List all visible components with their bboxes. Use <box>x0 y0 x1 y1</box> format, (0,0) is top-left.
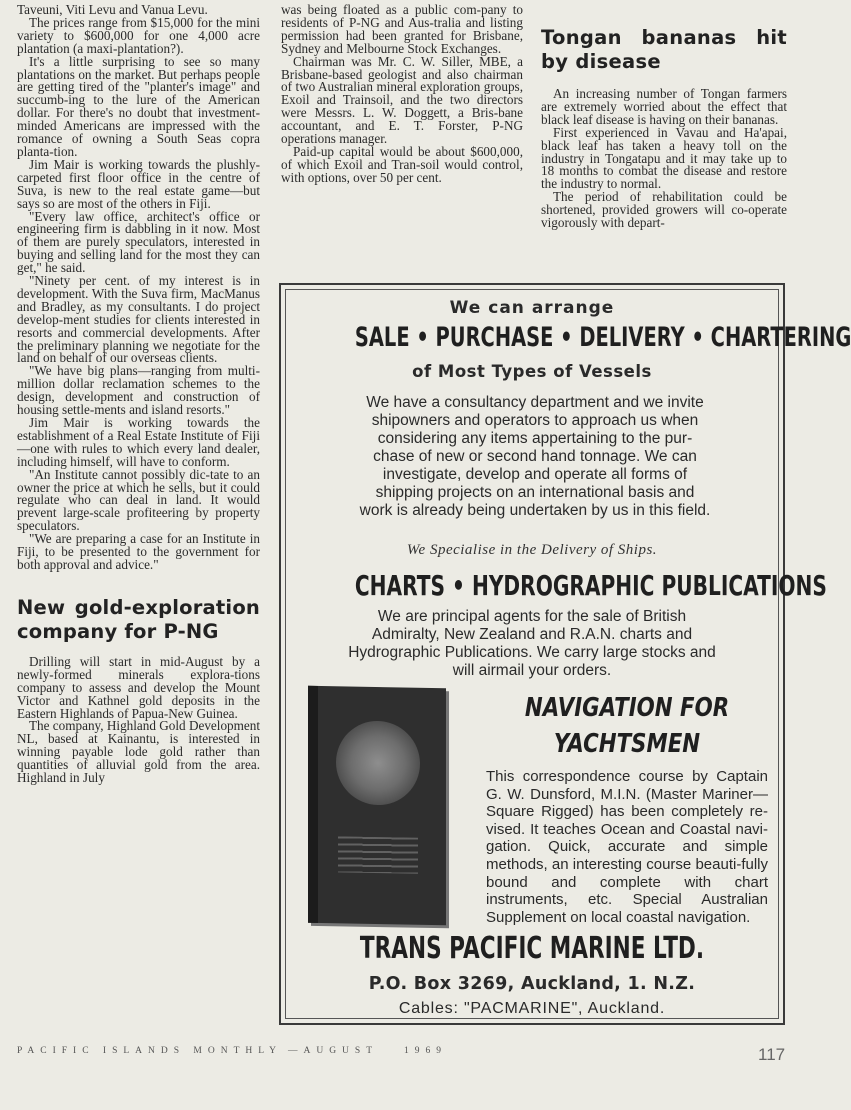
page-footer <box>17 1046 473 1056</box>
article-paragraph: The period of rehabilitation could be shortened, provided growers will co-operate vigorously with depart- <box>541 189 787 231</box>
tongan-bananas-heading: Tongan bananas hit by disease <box>541 26 787 73</box>
article-paragraph: "We are preparing a case for an Institute in Fiji, to be presented to the government for both approval and advice." <box>17 531 260 572</box>
article-paragraph: was being floated as a public com-pany to residents of P-NG and Aus-tralia and listing permission had been granted for Brisbane, Sydney and Melbourne Stock Exchanges. <box>281 2 523 56</box>
article-paragraph: Paid-up capital would be about $600,000, of which Exoil and Tran-soil would control, with options, over 50 per cent. <box>281 143 523 185</box>
ad-course-description: This correspondence course by Captain G. W. Dunsford, M.I.N. (Master Mariner—Square Rigged) has been completely re-vised. It teaches Ocean and Coastal navi-gation. Quick, accurate and simple methods, an interesting course beauti-fully bound and complete with chart instruments, etc. Special Australian Supplement on local coastal navigation. <box>486 768 768 926</box>
footer-month: —AUGUST <box>287 1046 378 1056</box>
column-right <box>541 26 787 230</box>
ad-company-name: TRANS PACIFIC MARINE LTD. <box>359 931 705 966</box>
article-paragraph: "Every law office, architect's office or engineering firm is dabbling in it now. Most of them are purely speculators, interested in buying and selling land for the most they can get," he said. <box>17 208 260 276</box>
footer-publication: PACIFIC ISLANDS MONTHLY <box>17 1046 282 1056</box>
article-paragraph: Jim Mair is working towards the establishment of a Real Estate Institute of Fiji—one with rules to which every land dealer, including himself, will have to conform. <box>17 415 260 469</box>
book-spine <box>308 686 318 923</box>
page-number: 117 <box>758 1045 786 1064</box>
ad-charts-heading: CHARTS • HYDROGRAPHIC PUBLICATIONS <box>354 569 827 602</box>
book-compass-emblem <box>336 720 420 805</box>
navigation-for-yachtsmen-title <box>476 690 778 762</box>
navigation-book-image <box>308 686 446 925</box>
ad-consultancy-text: We have a consultancy department and we invite shipowners and operators to approach us when considering any items appertaining to the pur-chase of new or second hand tonnage. We can investigate, develop and operate all forms of shipping projects on an international basis and work is already being undertaken by us in this field. <box>359 394 711 519</box>
nav-title-line-2: YACHTSMEN <box>553 729 701 759</box>
article-paragraph: An increasing number of Tongan farmers are extremely worried about the effect that black leaf disease is having on their bananas. <box>541 86 787 127</box>
gold-exploration-heading: New gold-exploration company for P-NG <box>17 595 260 643</box>
ad-arrange-heading: We can arrange <box>449 298 615 318</box>
article-paragraph: Taveuni, Viti Levu and Vanua Levu. <box>17 2 208 17</box>
book-title-text-lines <box>338 836 418 873</box>
ad-agents-text: We are principal agents for the sale of British Admiralty, New Zealand and R.A.N. charts and Hydrographic Publications. We carry large stocks and will airmail your orders. <box>348 608 716 679</box>
article-paragraph: Jim Mair is working towards the plushly-carpeted first floor office in the centre of Suva, is new to the real estate game—but says so are most of the others in Fiji. <box>17 156 260 211</box>
article-paragraph: Drilling will start in mid-August by a newly-formed minerals explora-tions company to assess and develop the Mount Victor and Kathnel gold deposits in the Eastern Highlands of Papua-New Guinea. <box>17 653 260 721</box>
article-paragraph: First experienced in Vavau and Ha'apai, black leaf has taken a heavy toll on the industry in Tongatapu and it may take up to 18 months to combat the disease and restore the industry to normal. <box>541 124 787 192</box>
article-paragraph: "Ninety per cent. of my interest is in development. With the Suva firm, MacManus and Bradley, as my consultants. I do project develop-ment studies for clients interested in resorts and commercial developments. After the preliminary planning we negotiate for the land on behalf of our overseas clients. <box>17 273 260 366</box>
article-paragraph: Chairman was Mr. C. W. Siller, MBE, a Brisbane-based geologist and also chairman of two Australian mineral exploration groups, Exoil and Trainsoil, and the two directors were Messrs. L. W. Doggett, a Bris-bane accountant, and E. T. Forster, P-NG operations manager. <box>281 53 523 147</box>
advertisement <box>279 283 851 1025</box>
article-paragraph: "An Institute cannot possibly dic-tate to an owner the price at which he sells, but it could regulate who can deal in land. It would prevent large-scale profiteering by property speculators. <box>17 466 260 534</box>
ad-services-heading: SALE • PURCHASE • DELIVERY • CHARTERING <box>354 322 851 353</box>
article-paragraph: The prices range from $15,000 for the mini variety to $600,000 for one 4,000 acre plantation (a maxi-plantation?). <box>17 14 260 56</box>
advertisement-inner-border <box>285 289 851 1019</box>
column-left <box>17 4 260 785</box>
article-paragraph: "We have big plans—ranging from multi-million dollar reclamation schemes to the design, development and construction of housing settle-ments and island resorts." <box>17 363 260 418</box>
ad-vessels-subheading: of Most Types of Vessels <box>412 362 652 381</box>
article-paragraph: The company, Highland Gold Development NL, based at Kainantu, is interested in winning payable lode gold rather than quantities of alluvial gold from the area. Highland in July <box>17 718 260 786</box>
nav-title-line-1: NAVIGATION FOR <box>524 693 730 723</box>
footer-year: 1969 <box>404 1046 447 1056</box>
article-paragraph: It's a little surprising to see so many plantations on the market. But perhaps people are getting tired of the "planter's image" and succumb-ing to the lure of the American dollar. For there's no doubt that investment-minded Americans are impressed with the romance of owning a South Seas copra planta-tion. <box>17 53 260 159</box>
column-middle <box>281 4 523 185</box>
ad-cables-address: Cables: "PACMARINE", Auckland. <box>398 1000 666 1017</box>
ad-specialise-line: We Specialise in the Delivery of Ships. <box>406 542 658 558</box>
ad-po-box: P.O. Box 3269, Auckland, 1. N.Z. <box>368 974 696 994</box>
